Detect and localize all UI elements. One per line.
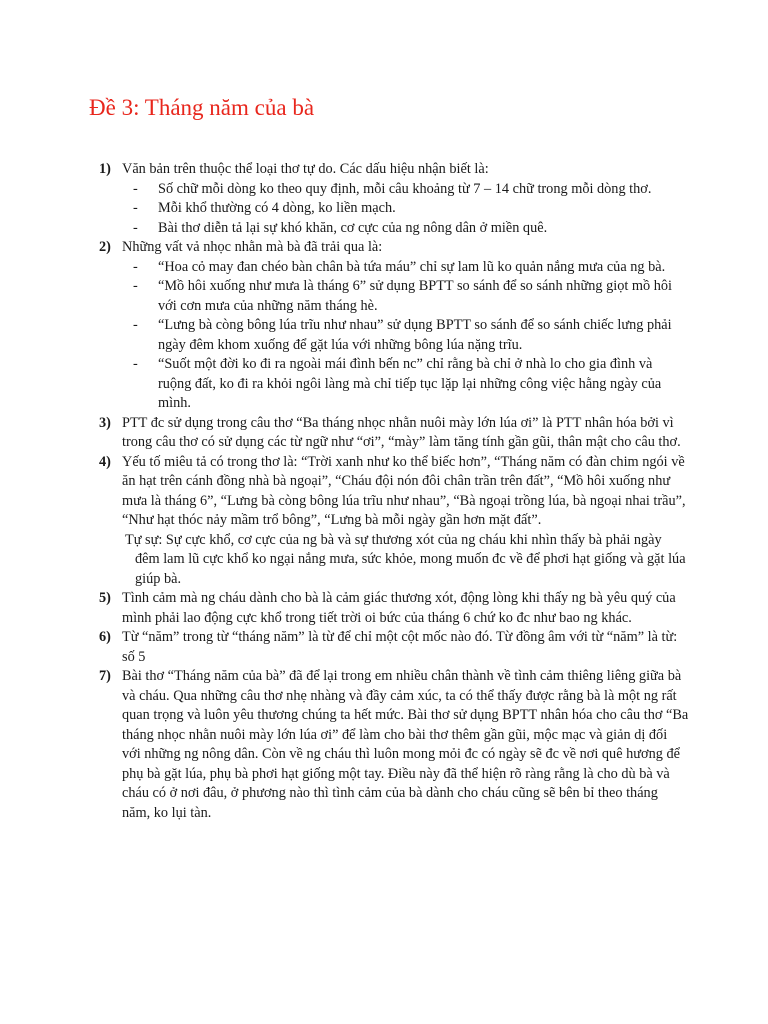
bullet-item — [122, 219, 689, 239]
bullet-dash-icon: - — [133, 278, 138, 294]
bullet-item — [122, 355, 689, 414]
bullet-item — [122, 316, 689, 355]
answer-text: Những vất vả nhọc nhằn mà bà đã trải qua là: — [122, 239, 383, 255]
answer-number: 7) — [99, 668, 111, 684]
answer-number: 6) — [99, 629, 111, 645]
answer-item — [89, 628, 689, 667]
answer-item — [89, 414, 689, 453]
bullet-dash-icon: - — [133, 180, 138, 197]
bullet-text: “Hoa cỏ may đan chéo bàn chân bà tứa máu” chỉ sự lam lũ ko quản nắng mưa của ng bà. — [158, 258, 666, 275]
bullet-dash-icon: - — [133, 317, 138, 333]
answer-number: 2) — [99, 239, 111, 255]
answer-note: Tự sự: Sự cực khổ, cơ cực của ng bà và sự thương xót của ng cháu khi nhìn thấy bà phải ngày đêm lam lũ cực khổ ko ngại nắng mưa, sức khỏe, mong muốn đc về để phơi hạt giống và gặt lúa giúp bà. — [125, 531, 686, 587]
bullet-dash-icon: - — [133, 258, 138, 275]
bullet-text: Mỗi khổ thường có 4 dòng, ko liền mạch. — [158, 200, 396, 216]
bullet-item — [122, 258, 689, 278]
bullet-dash-icon: - — [133, 356, 138, 372]
answer-number: 4) — [99, 453, 111, 470]
bullet-item — [122, 277, 689, 316]
bullet-item — [122, 180, 689, 200]
answer-item — [89, 238, 689, 414]
answer-item — [89, 453, 689, 531]
bullet-item — [122, 199, 689, 219]
document-title: Đề 3: Tháng năm của bà — [89, 95, 315, 120]
answer-text: Tình cảm mà ng cháu dành cho bà là cảm giác thương xót, động lòng khi thấy ng bà yêu quý của mình phải lao động cực khổ trong tiết trời oi bức của tháng 6 chứ ko đc như bao ng khác. — [122, 590, 676, 626]
answer-number: 3) — [99, 414, 111, 431]
answer-number: 5) — [99, 590, 111, 606]
answer-text: Từ “năm” trong từ “tháng năm” là từ để chỉ một cột mốc nào đó. Từ đồng âm với từ “năm” là từ: số 5 — [122, 629, 678, 665]
answer-list — [89, 160, 689, 823]
answer-item — [89, 589, 689, 628]
answer-text: PTT đc sử dụng trong câu thơ “Ba tháng nhọc nhằn nuôi mày lớn lúa ơi” là PTT nhân hóa bởi vì trong câu thơ có sử dụng các từ ngữ như “ơi”, “mày” làm tăng tính gần gũi, thân mật cho câu thơ. — [122, 414, 681, 450]
bullet-text: Bài thơ diễn tả lại sự khó khăn, cơ cực của ng nông dân ở miền quê. — [158, 219, 548, 236]
bullet-text: “Lưng bà còng bông lúa trĩu như nhau” sử dụng BPTT so sánh để so sánh chiếc lưng phải ngày đêm khom xuống để gặt lúa với những bông lúa nặng trĩu. — [158, 317, 672, 353]
bullet-dash-icon: - — [133, 219, 138, 236]
answer-text: Yếu tố miêu tả có trong thơ là: “Trời xanh như ko thể biếc hơn”, “Tháng năm có đàn chim ngói về ăn hạt trên cánh đồng nhà bà ngoại”, “Cháu đội nón đôi chân trần trên đất”, “Mồ hôi xuống như mưa là tháng 6”, “Lưng bà còng bông lúa trĩu như nhau”, “Bà ngoại trồng lúa, bà ngoại nhai trầu”, “Như hạt thóc nảy mầm trổ bông”, “Lưng bà mỗi ngày gần hơn mặt đất”. — [122, 453, 686, 528]
answer-text: Văn bản trên thuộc thể loại thơ tự do. Các dấu hiệu nhận biết là: — [122, 161, 489, 177]
answer-item — [89, 160, 689, 238]
answer-item — [89, 667, 689, 823]
answer-text: Bài thơ “Tháng năm của bà” đã để lại trong em nhiều chân thành về tình cảm thiêng liêng giữa bà và cháu. Qua những câu thơ nhẹ nhàng và đầy cảm xúc, ta có thể thấy được rằng bà là một ng rất quan trọng và luôn yêu thương chúng ta hết mức. Bài thơ sử dụng BPTT nhân hóa cho câu thơ “Ba tháng nhọc nhằn nuôi mày lớn lúa ơi” để làm cho bài thơ thêm gần gũi, mộc mạc và giản dị đối với những ng nông dân. Còn về ng cháu thì luôn mong mỏi đc có ngày sẽ đc về nơi quê hương để phụ bà gặt lúa, phụ bà phơi hạt giống một tay. Điều này đã thể hiện rõ ràng rằng là cho dù bà và cháu có ở nơi đâu, ở phương nào thì tình cảm của bà dành cho cháu cũng sẽ bên bỉ theo tháng năm, ko lụi tàn. — [122, 668, 689, 821]
bullet-text: Số chữ mỗi dòng ko theo quy định, mỗi câu khoảng từ 7 – 14 chữ trong mỗi dòng thơ. — [158, 180, 652, 197]
bullet-text: “Mồ hôi xuống như mưa là tháng 6” sử dụng BPTT so sánh để so sánh những giọt mồ hôi với cơn mưa của những năm tháng hè. — [158, 278, 673, 314]
bullet-text: “Suốt một đời ko đi ra ngoài mái đình bến nc” chỉ rằng bà chỉ ở nhà lo cho gia đình và ruộng đất, ko đi ra khỏi ngôi làng mà chỉ tiếp tục lặp lại những công việc hằng ngày của mình. — [158, 356, 662, 411]
answer-number: 1) — [99, 161, 111, 177]
bullet-dash-icon: - — [133, 200, 138, 216]
